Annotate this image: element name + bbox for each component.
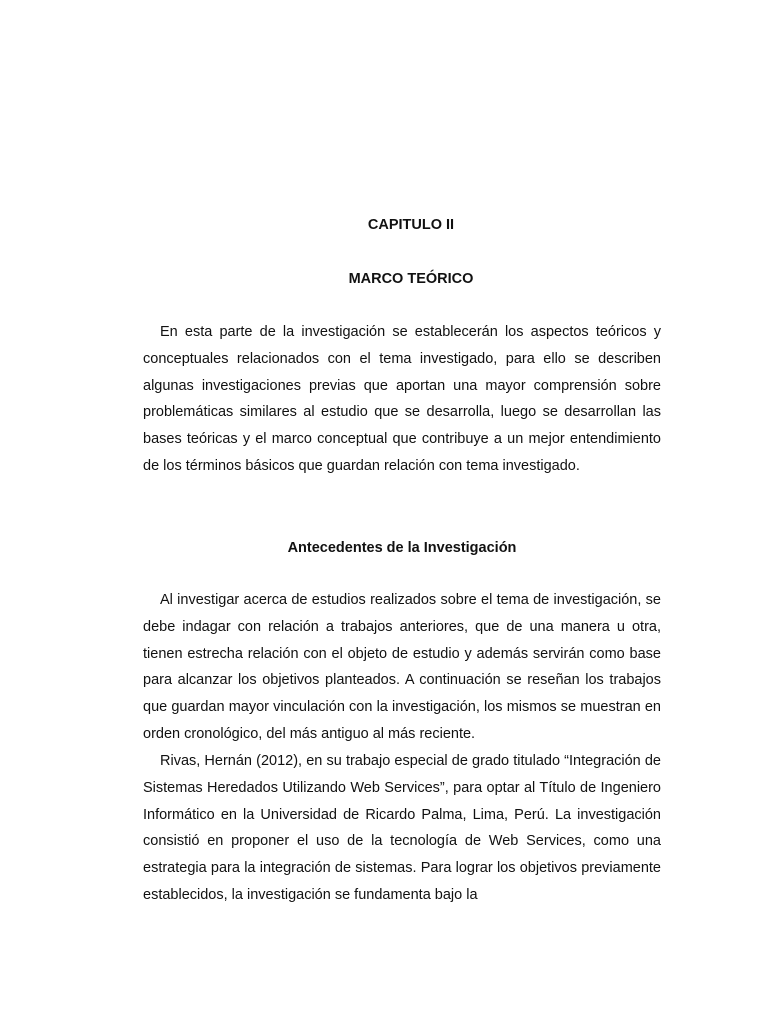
antecedentes-paragraph: Al investigar acerca de estudios realizados sobre el tema de investigación, se debe indagar con relación a trabajos anteriores, que de una manera u otra, tienen estrecha relación con el objeto de estudio y además servirán como base para alcanzar los objetivos planteados. A continuación se reseñan los trabajos que guardan mayor vinculación con la investigación, los mismos se muestran en orden cronológico, del más antiguo al más reciente. [143,592,661,742]
subsection-title: Antecedentes de la Investigación [287,540,517,556]
rivas-paragraph: Rivas, Hernán (2012), en su trabajo especial de grado titulado “Integración de Sistemas Heredados Utilizando Web Services”, para optar al Título de Ingeniero Informático en la Universidad de Ricardo Palma, Lima, Perú. La investigación consistió en proponer el uso de la tecnología de Web Services, como una estrategia para la integración de sistemas. Para lograr los objetivos previamente establecidos, la investigación se fundamenta bajo la [143,753,661,903]
section-title: MARCO TEÓRICO [348,271,474,287]
intro-paragraph: En esta parte de la investigación se establecerán los aspectos teóricos y conceptuales relacionados con el tema investigado, para ello se describen algunas investigaciones previas que aportan una mayor comprensión sobre problemáticas similares al estudio que se desarrolla, luego se desarrollan las bases teóricas y el marco conceptual que contribuye a un mejor entendimiento de los términos básicos que guardan relación con tema investigado. [143,324,661,474]
chapter-title: CAPITULO II [367,217,455,233]
